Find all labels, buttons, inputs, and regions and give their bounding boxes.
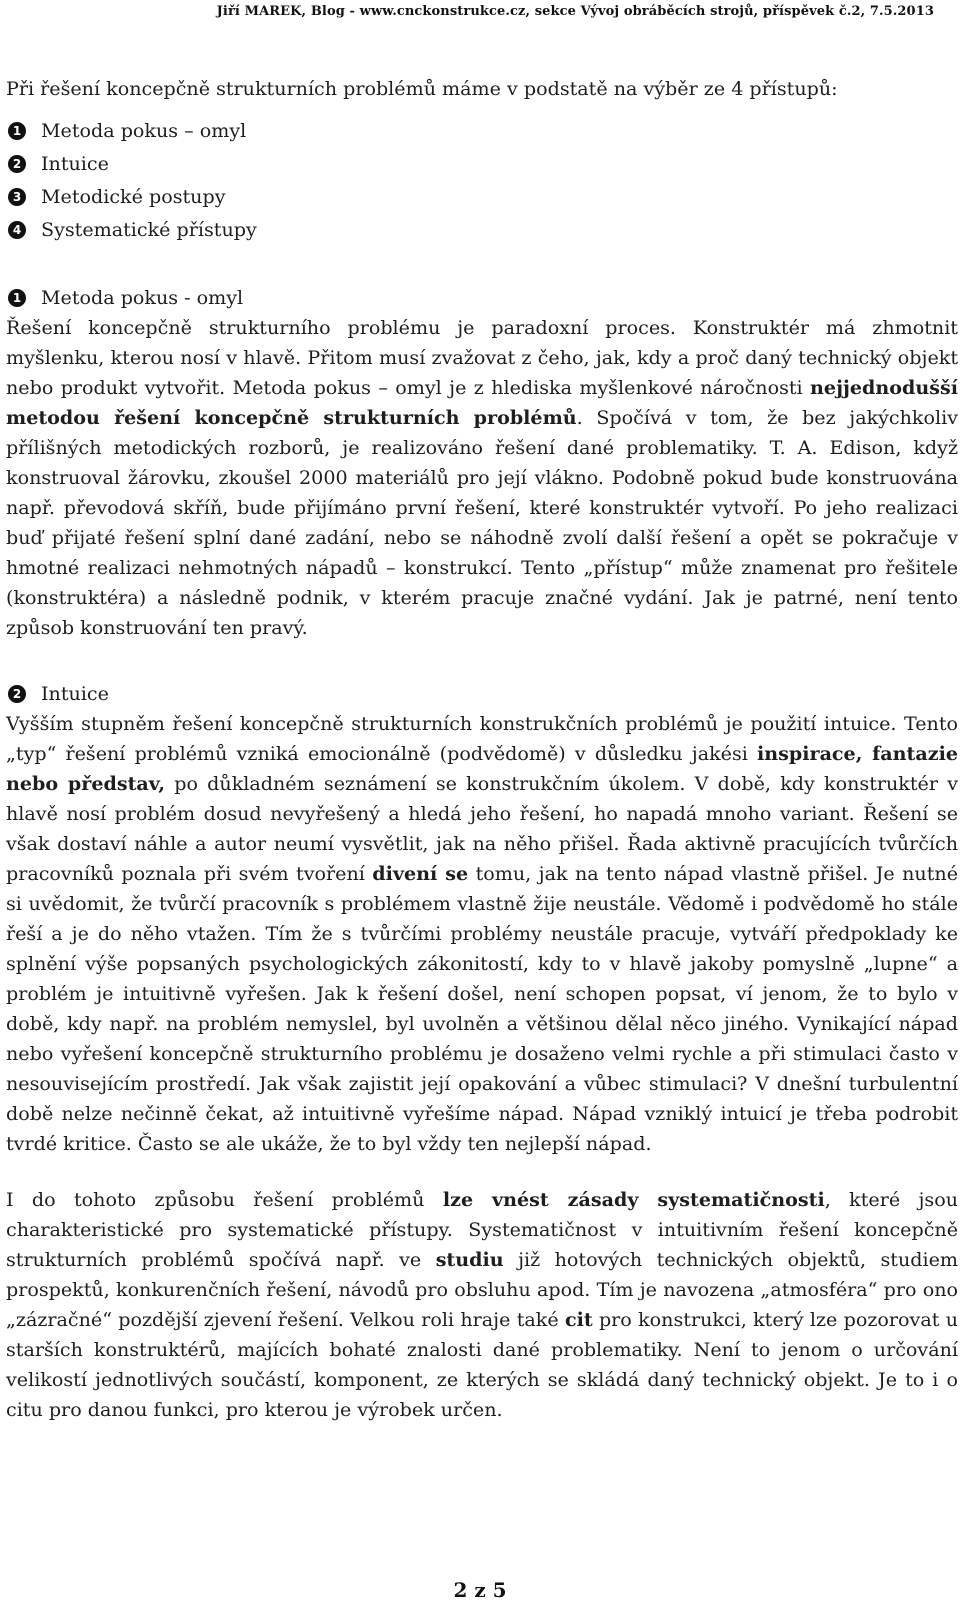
approach-label: Metodické postupy <box>41 184 226 208</box>
numbered-circle-icon: 4 <box>8 221 26 239</box>
page-number: 2 z 5 <box>453 1578 507 1602</box>
bold-text: studiu <box>435 1248 504 1271</box>
section-heading <box>6 679 958 709</box>
bold-text: divení se <box>372 862 469 885</box>
paragraph-text: Vyšším stupněm řešení koncepčně strukturních konstrukčních problémů je použití intuice. Tento „typ“ řešení problémů vzniká emocionálně (podvědomě) v důsledku jakési <box>6 712 958 765</box>
bold-text: nejjednodušší metodou řešení koncepčně strukturních problémů <box>6 376 958 429</box>
intro-paragraph: Při řešení koncepčně strukturních problémů máme v podstatě na výběr ze 4 přístupů: <box>6 77 838 100</box>
bold-text: lze vnést zásady systematičnosti <box>442 1188 825 1211</box>
section-heading <box>6 283 958 313</box>
paragraph-text: tomu, jak na tento nápad vlastně přišel. Je nutné si uvědomit, že tvůrčí pracovník s problémem vlastně žije neustále. Vědomě i podvědomě ho stále řeší a je do něho vtažen. Tím že s tvůrčími problémy neustále pracuje, vytváří předpoklady ke splnění výše popsaných psychologických zákonitostí, kdy to v hlavě jakoby pomyslně „lupne“ a problém je intuitivně vyřešen. Jak k řešení došel, není schopen popsat, ví jenom, že to bylo v době, kdy např. na problém nemyslel, byl uvolněn a většinou dělal něco jiného. Vynikající nápad nebo vyřešení koncepčně strukturního problému je dosaženo velmi rychle a při stimulaci často v nesouvisejícím prostředí. Jak však zajistit její opakování a vůbec stimulaci? V dnešní turbulentní době nelze nečinně čekat, až intuitivně vyřešíme nápad. Nápad vzniklý intuicí je třeba podrobit tvrdé kritice. Často se ale ukáže, že to byl vždy ten nejlepší nápad. <box>6 862 959 1155</box>
section-paragraph <box>6 709 958 1159</box>
section-paragraph <box>6 313 958 643</box>
page-header: Jiří MAREK, Blog - www.cnckonstrukce.cz, sekce Vývoj obráběcích strojů, příspěvek č.2, 7.5.2013 <box>216 4 934 19</box>
paragraph-text: po důkladném seznámení se konstrukčním úkolem. V době, kdy konstruktér v hlavě nosí problém dosud nevyřešený a hledá jeho řešení, ho napadá mnoho variant. Řešení se však dostaví náhle a autor neumí vysvětlit, jak na něho přišel. Řada aktivně pracujících tvůrčích pracovníků poznala při svém tvoření <box>6 772 958 885</box>
section-title: Metoda pokus - omyl <box>41 286 244 309</box>
numbered-circle-icon: 3 <box>8 188 26 206</box>
paragraph-text: pro konstrukci, který lze pozorovat u starších konstruktérů, majících bohaté znalosti dané problematiky. Není to jenom o určování velikostí jednotlivých součástí, komponent, ze kterých se skládá daný technický objekt. Je to i o citu pro danou funkci, pro kterou je výrobek určen. <box>6 1308 959 1421</box>
approaches-list <box>6 114 958 246</box>
numbered-circle-icon: 1 <box>8 122 26 140</box>
bold-text: cit <box>564 1308 593 1331</box>
approach-label: Systematické přístupy <box>41 217 257 241</box>
bold-text: inspirace, fantazie nebo představ, <box>6 742 958 795</box>
approach-label: Intuice <box>41 151 109 175</box>
section-paragraph <box>6 1185 958 1425</box>
approach-label: Metoda pokus – omyl <box>41 118 247 142</box>
list-item <box>8 180 958 213</box>
list-item <box>8 147 958 180</box>
paragraph-text: , které jsou charakteristické pro systematické přístupy. Systematičnost v intuitivním řešení koncepčně strukturních problémů spočívá např. ve <box>6 1188 959 1271</box>
paragraph-text: I do tohoto způsobu řešení problémů <box>6 1188 443 1211</box>
paragraph-text: Řešení koncepčně strukturního problému je paradoxní proces. Konstruktér má zhmotnit myšlenku, kterou nosí v hlavě. Přitom musí zvažovat z čeho, jak, kdy a proč daný technický objekt nebo produkt vytvořit. Metoda pokus – omyl je z hlediska myšlenkové náročnosti <box>6 316 958 399</box>
list-item <box>8 213 958 246</box>
numbered-circle-icon: 1 <box>8 289 26 307</box>
paragraph-text: . Spočívá v tom, že bez jakýchkoliv přílišných metodických rozborů, je realizováno řešení dané problematiky. T. A. Edison, když konstruoval žárovku, zkoušel 2000 materiálů pro její vlákno. Podobně pokud bude konstruována např. převodová skříň, bude přijímáno první řešení, které konstruktér vytvoří. Po jeho realizaci buď přijaté řešení splní dané zadání, nebo se náhodně zvolí další řešení a opět se pokračuje v hmotné realizaci nehmotných nápadů – konstrukcí. Tento „přístup“ může znamenat pro řešitele (konstruktéra) a následně podnik, v kterém pracuje značné vydání. Jak je patrné, není tento způsob konstruování ten pravý. <box>6 406 958 639</box>
numbered-circle-icon: 2 <box>8 155 26 173</box>
section-title: Intuice <box>41 682 109 705</box>
paragraph-text: již hotových technických objektů, studiem prospektů, konkurenčních řešení, návodů pro obsluhu apod. Tím je navozena „atmosféra“ pro ono „zázračné“ pozdější zjevení řešení. Velkou roli hraje také <box>6 1248 958 1331</box>
numbered-circle-icon: 2 <box>8 685 26 703</box>
list-item <box>8 114 958 147</box>
document-body <box>6 74 958 1425</box>
